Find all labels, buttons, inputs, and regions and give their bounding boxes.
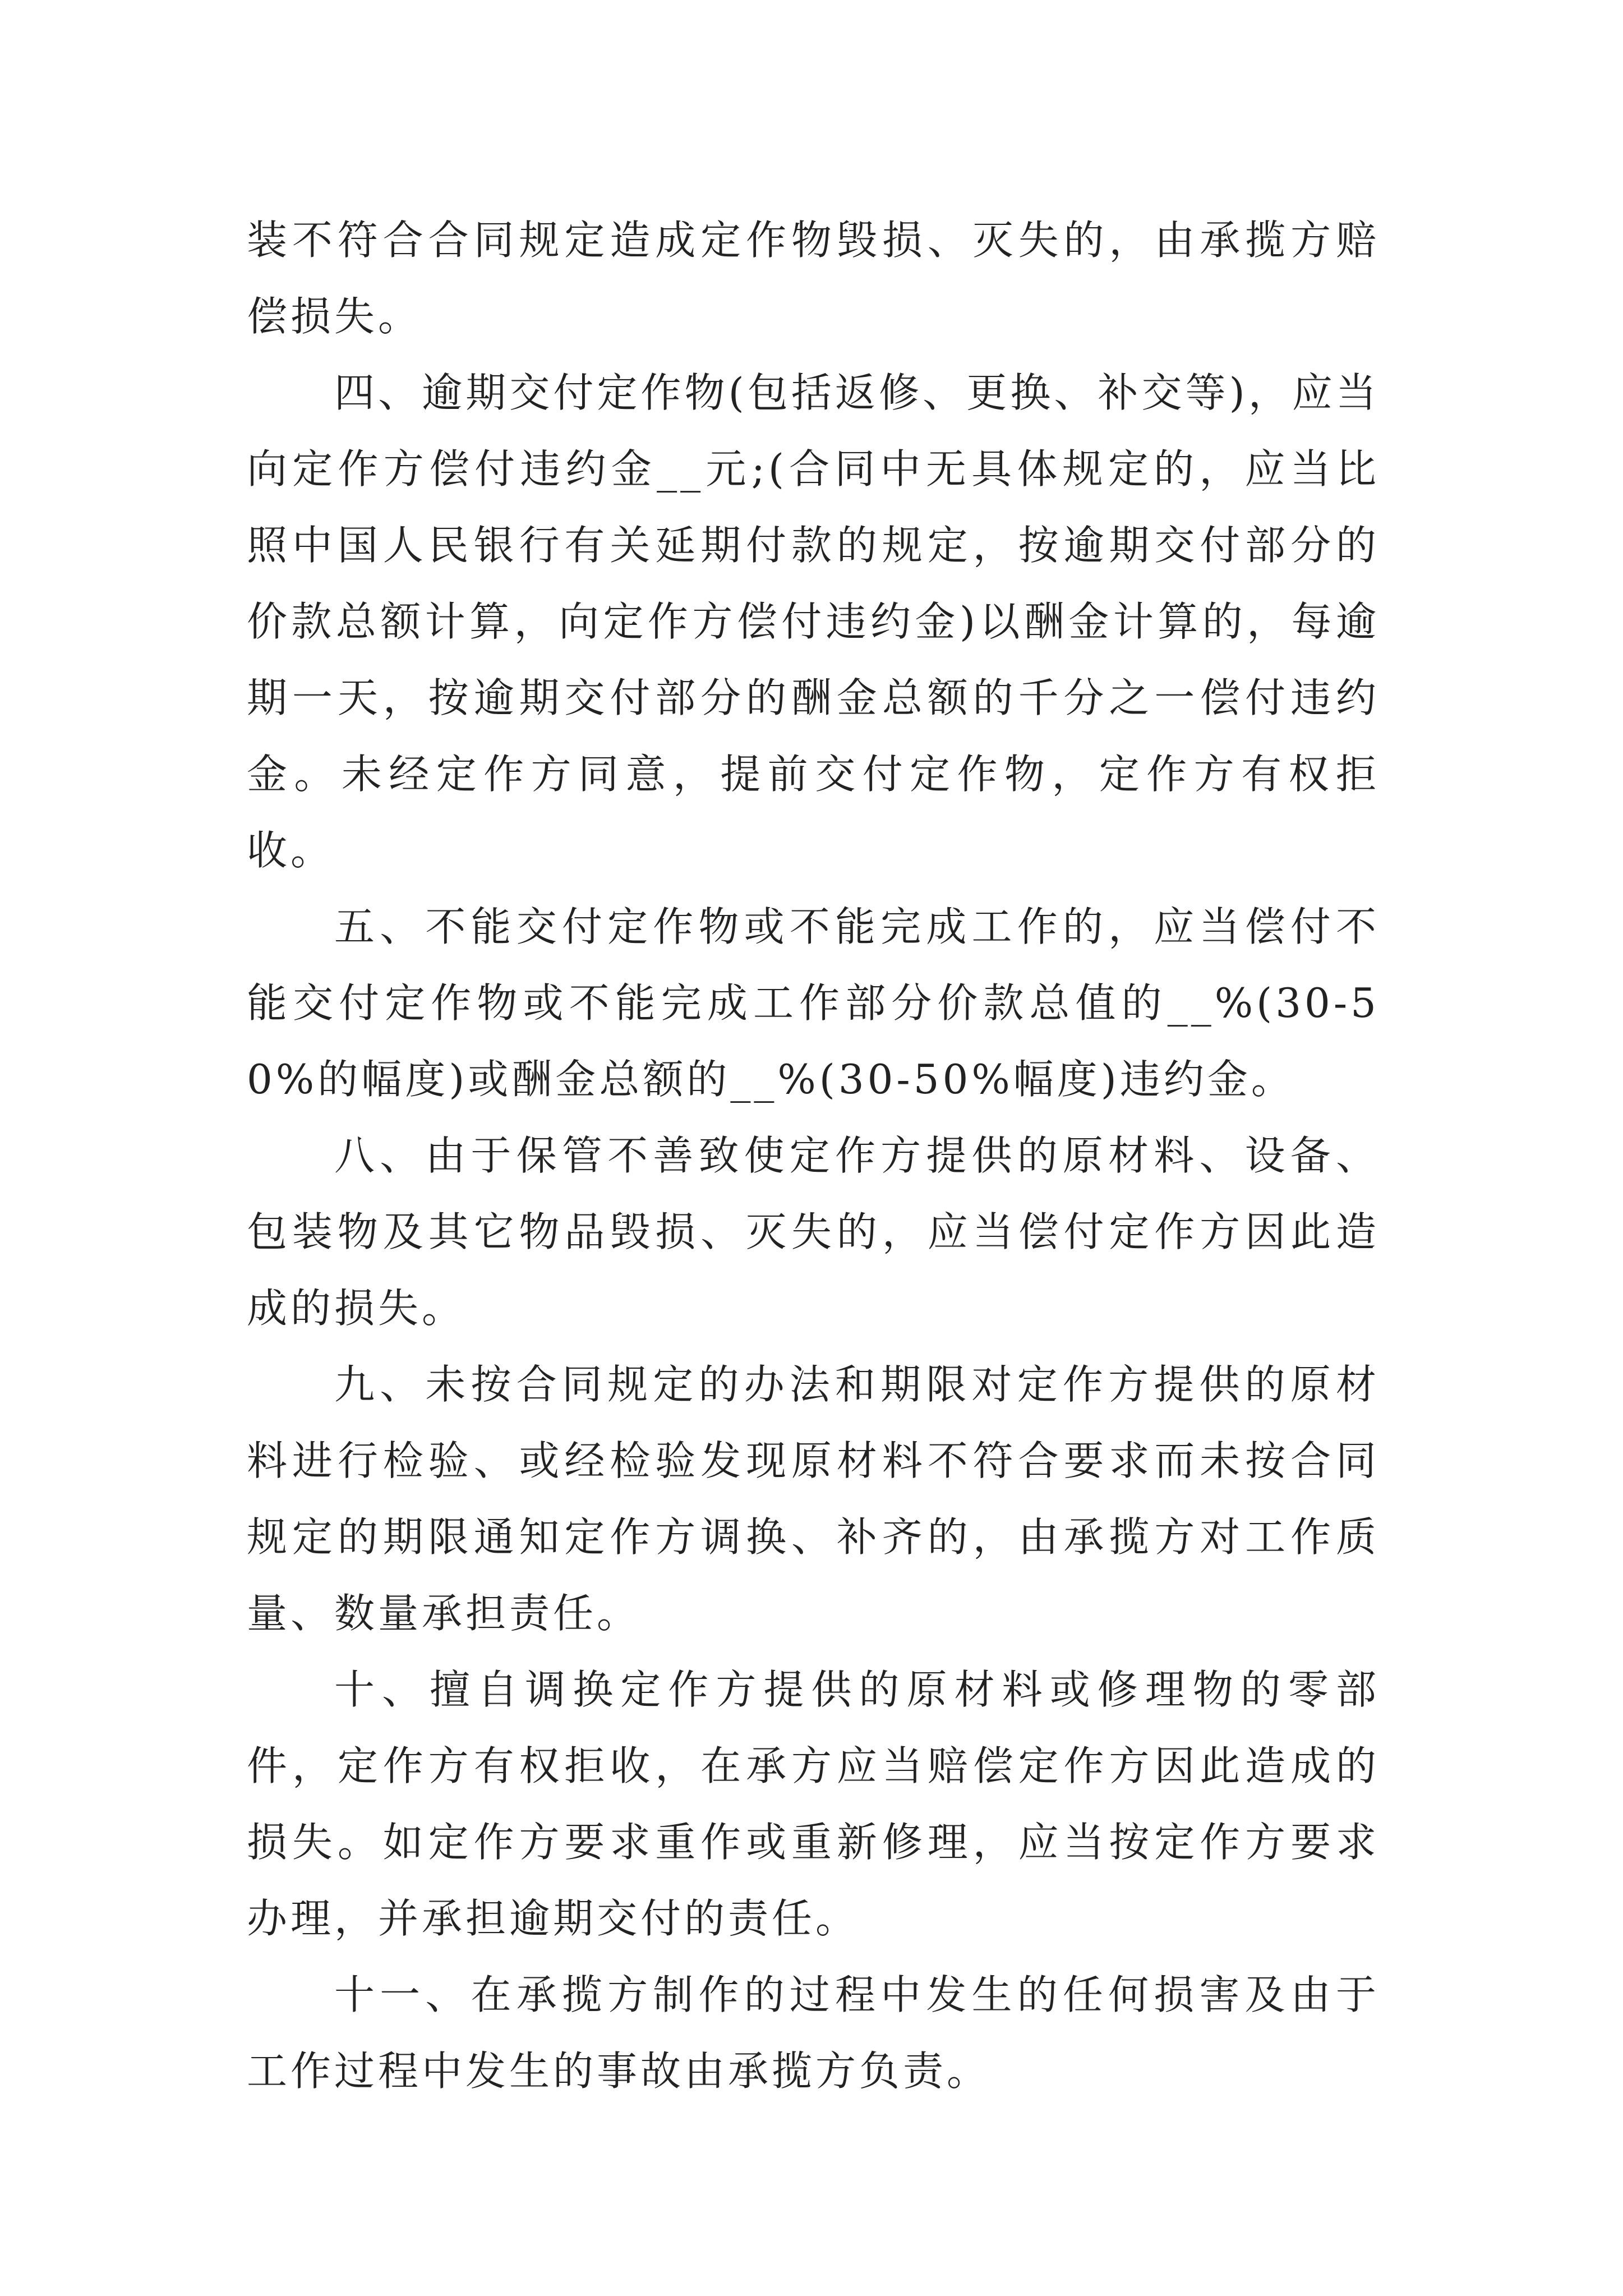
paragraph-clause-9: 九、未按合同规定的办法和期限对定作方提供的原材料进行检验、或经检验发现原材料不符合要求而未按合同规定的期限通知定作方调换、补齐的，由承揽方对工作质量、数量承担责任。 xyxy=(247,1361,1380,1637)
paragraph-clause-8: 八、由于保管不善致使定作方提供的原材料、设备、包装物及其它物品毁损、灭失的，应当偿付定作方因此造成的损失。 xyxy=(247,1132,1380,1332)
paragraph-clause-4: 四、逾期交付定作物(包括返修、更换、补交等)，应当向定作方偿付违约金__元;(合同中无具体规定的，应当比照中国人民银行有关延期付款的规定，按逾期交付部分的价款总额计算，向定作方偿付违约金)以酬金计算的，每逾期一天，按逾期交付部分的酬金总额的千分之一偿付违约金。未经定作方同意，提前交付定作物，定作方有权拒收。 xyxy=(247,369,1380,874)
paragraph-clause-11: 十一、在承揽方制作的过程中发生的任何损害及由于工作过程中发生的事故由承揽方负责。 xyxy=(247,1971,1380,2095)
paragraph-clause-5: 五、不能交付定作物或不能完成工作的，应当偿付不能交付定作物或不能完成工作部分价款总值的__%(30-50%的幅度)或酬金总额的__%(30-50%幅度)违约金。 xyxy=(247,903,1380,1103)
paragraph-clause-10: 十、擅自调换定作方提供的原材料或修理物的零部件，定作方有权拒收，在承方应当赔偿定作方因此造成的损失。如定作方要求重作或重新修理，应当按定作方要求办理，并承担逾期交付的责任。 xyxy=(247,1666,1380,1942)
document-body xyxy=(247,202,1380,2109)
paragraph-continuation: 装不符合合同规定造成定作物毁损、灭失的，由承揽方赔偿损失。 xyxy=(247,217,1380,340)
